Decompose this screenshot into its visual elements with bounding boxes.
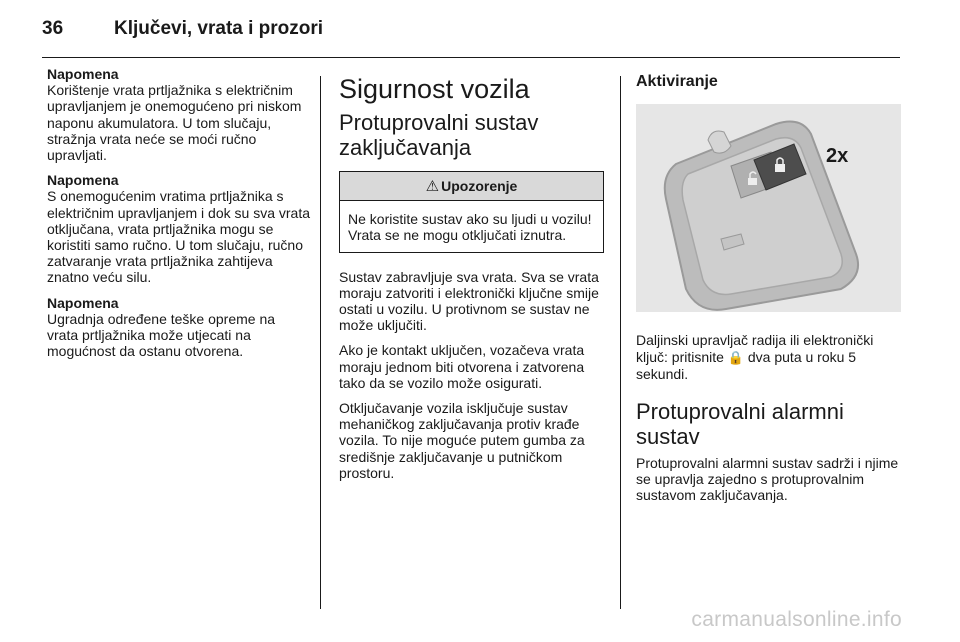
warning-box (339, 171, 604, 253)
note-1 (47, 66, 310, 163)
activation-text-after: dva puta u roku 5 sekundi. (636, 348, 857, 382)
watermark: carmanualsonline.info (691, 608, 902, 631)
lock-icon: 🔒 (727, 349, 744, 365)
left-column (47, 66, 310, 368)
paragraph: Sustav zabravljuje sva vrata. Sva se vrata moraju zatvoriti i elektronički ključne smije ostati u vozilu. U protivnom se sustav ne može uključiti. (339, 268, 599, 334)
paragraph: Otključavanje vozila isključuje sustav mehaničkog zaključavanja protiv krađe vozila. To nije moguće putem gumba za središnje zaključavanje u putničkom prostoru. (339, 400, 585, 481)
activation-text-before: Daljinski upravljač radija ili elektronički ključ: pritisnite (636, 332, 874, 365)
note-title: Napomena (47, 294, 119, 311)
section-heading: Sigurnost vozila (339, 74, 530, 104)
note-text: S onemogućenim vratima prtljažnika s električnim upravljanjem i dok su sva vrata otključana, vrata prtljažnika mogu se koristiti samo ručno. U tom slučaju, ručno zatvaranje vrata prtljažnika zahtijeva znatno veću silu. (47, 188, 310, 286)
right-column (636, 66, 901, 513)
warning-header (340, 172, 603, 201)
middle-column (339, 66, 604, 490)
section-title: Ključevi, vrata i prozori (114, 18, 324, 39)
note-title: Napomena (47, 66, 119, 82)
note-3 (47, 295, 310, 360)
press-count-label: 2x (826, 145, 849, 168)
paragraph: Ako je kontakt uključen, vozačeva vrata moraju jednom biti otvorena i zatvorena tako da se vozilo može osigurati. (339, 342, 585, 391)
note-text: Ugradnja određene teške opreme na vrata prtljažnika može utjecati na mogućnost da ostanu otvorena. (47, 310, 276, 360)
subsection-heading: Protuprovalni sustav zaključavanja (339, 110, 539, 160)
page-number: 36 (42, 18, 64, 39)
activation-text (636, 332, 901, 382)
activation-heading: Aktiviranje (636, 73, 718, 90)
warning-text: Ne koristite sustav ako su ljudi u vozilu! Vrata se ne mogu otključati iznutra. (348, 211, 592, 244)
key-fob-illustration (636, 104, 901, 312)
column-divider (320, 76, 321, 609)
page-header (42, 18, 323, 40)
note-title: Napomena (47, 172, 119, 189)
alarm-heading: Protuprovalni alarmni sustav (636, 399, 844, 450)
alarm-text: Protuprovalni alarmni sustav sadrži i njime se upravlja zajedno s protuprovalnim sustavom zaključavanja. (636, 455, 899, 504)
warning-title: Upozorenje (441, 178, 518, 194)
note-2 (47, 172, 310, 285)
column-divider (620, 76, 621, 609)
header-rule (42, 57, 900, 58)
warning-triangle-icon: ⚠ (425, 178, 440, 195)
note-text: Korištenje vrata prtljažnika s električnim upravljanjem je onemogućeno pri niskom naponu akumulatora. U tom slučaju, stražnja vrata neće se moći ručno upravljati. (47, 82, 302, 164)
